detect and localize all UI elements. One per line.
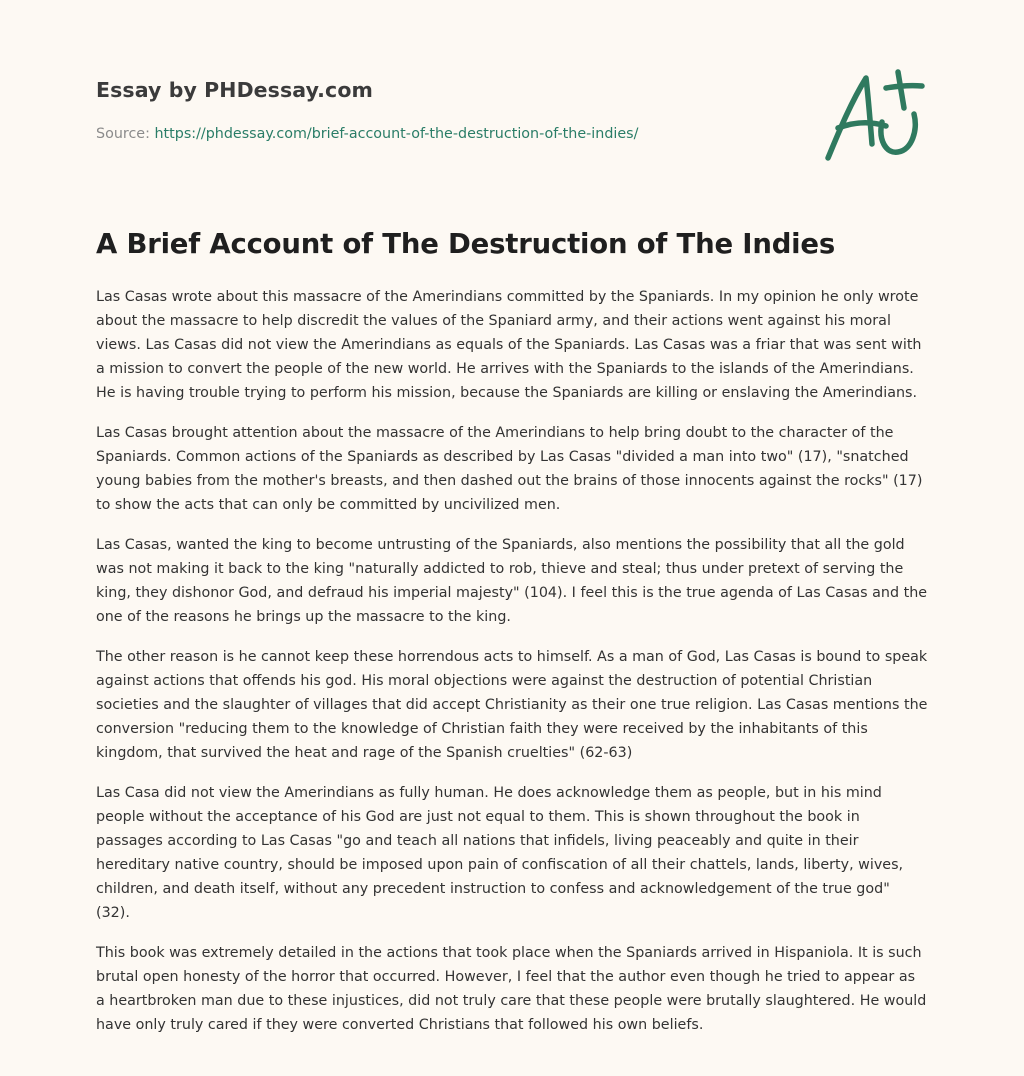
site-brand: Essay by PHDessay.com [96,78,373,102]
essay-paragraph: The other reason is he cannot keep these horrendous acts to himself. As a man of God, Las Casas is bound to speak against actions that offends his god. His moral objections were against the destruction of potential Christian societies and the slaughter of villages that did accept Christianity as their one true religion. Las Casas mentions the conversion "reducing them to the knowledge of Christian faith they were received by the inhabitants of this kingdom, that survived the heat and rage of the Spanish cruelties" (62-63) [96,649,928,761]
essay-paragraph: This book was extremely detailed in the actions that took place when the Spaniards arrived in Hispaniola. It is such brutal open honesty of the horror that occurred. However, I feel that the author even though he tried to appear as a heartbroken man due to these injustices, did not truly care that these people were brutally slaughtered. He would have only truly cared if they were converted Christians that followed his own beliefs. [96,945,927,1033]
source-label: Source: [96,126,155,142]
essay-paragraph: Las Casas brought attention about the massacre of the Amerindians to help bring doubt to the character of the Spaniards. Common actions of the Spaniards as described by Las Casas "divided a man into two" (17), "snatched young babies from the mother's breasts, and then dashed out the brains of those innocents against the rocks" (17) to show the acts that can only be committed by uncivilized men. [96,425,923,513]
source-line [96,124,796,144]
source-link[interactable]: https://phdessay.com/brief-account-of-the-destruction-of-the-indies/ [154,126,639,142]
essay-title: A Brief Account of The Destruction of The Indies [96,228,836,260]
essay-paragraph: Las Casas wrote about this massacre of the Amerindians committed by the Spaniards. In my opinion he only wrote about the massacre to help discredit the values of the Spaniard army, and their actions went against his moral views. Las Casas did not view the Amerindians as equals of the Spaniards. Las Casas was a friar that was sent with a mission to convert the people of the new world. He arrives with the Spaniards to the islands of the Amerindians. He is having trouble trying to perform his mission, because the Spaniards are killing or enslaving the Amerindians. [96,289,922,401]
a-plus-icon [820,64,930,168]
essay-paragraph: Las Casas, wanted the king to become untrusting of the Spaniards, also mentions the possibility that all the gold was not making it back to the king "naturally addicted to rob, thieve and steal; thus under pretext of serving the king, they dishonor God, and defraud his imperial majesty" (104). I feel this is the true agenda of Las Casas and the one of the reasons he brings up the massacre to the king. [96,537,928,625]
essay-paragraph: Las Casa did not view the Amerindians as fully human. He does acknowledge them as people, but in his mind people without the acceptance of his God are just not equal to them. This is shown throughout the book in passages according to Las Casas "go and teach all nations that infidels, living peaceably and quite in their hereditary native country, should be imposed upon pain of confiscation of all their chattels, lands, liberty, wives, children, and death itself, without any precedent instruction to confess and acknowledgement of the true god" (32). [96,785,904,921]
essay-body [96,285,928,1053]
page-header [96,76,796,144]
